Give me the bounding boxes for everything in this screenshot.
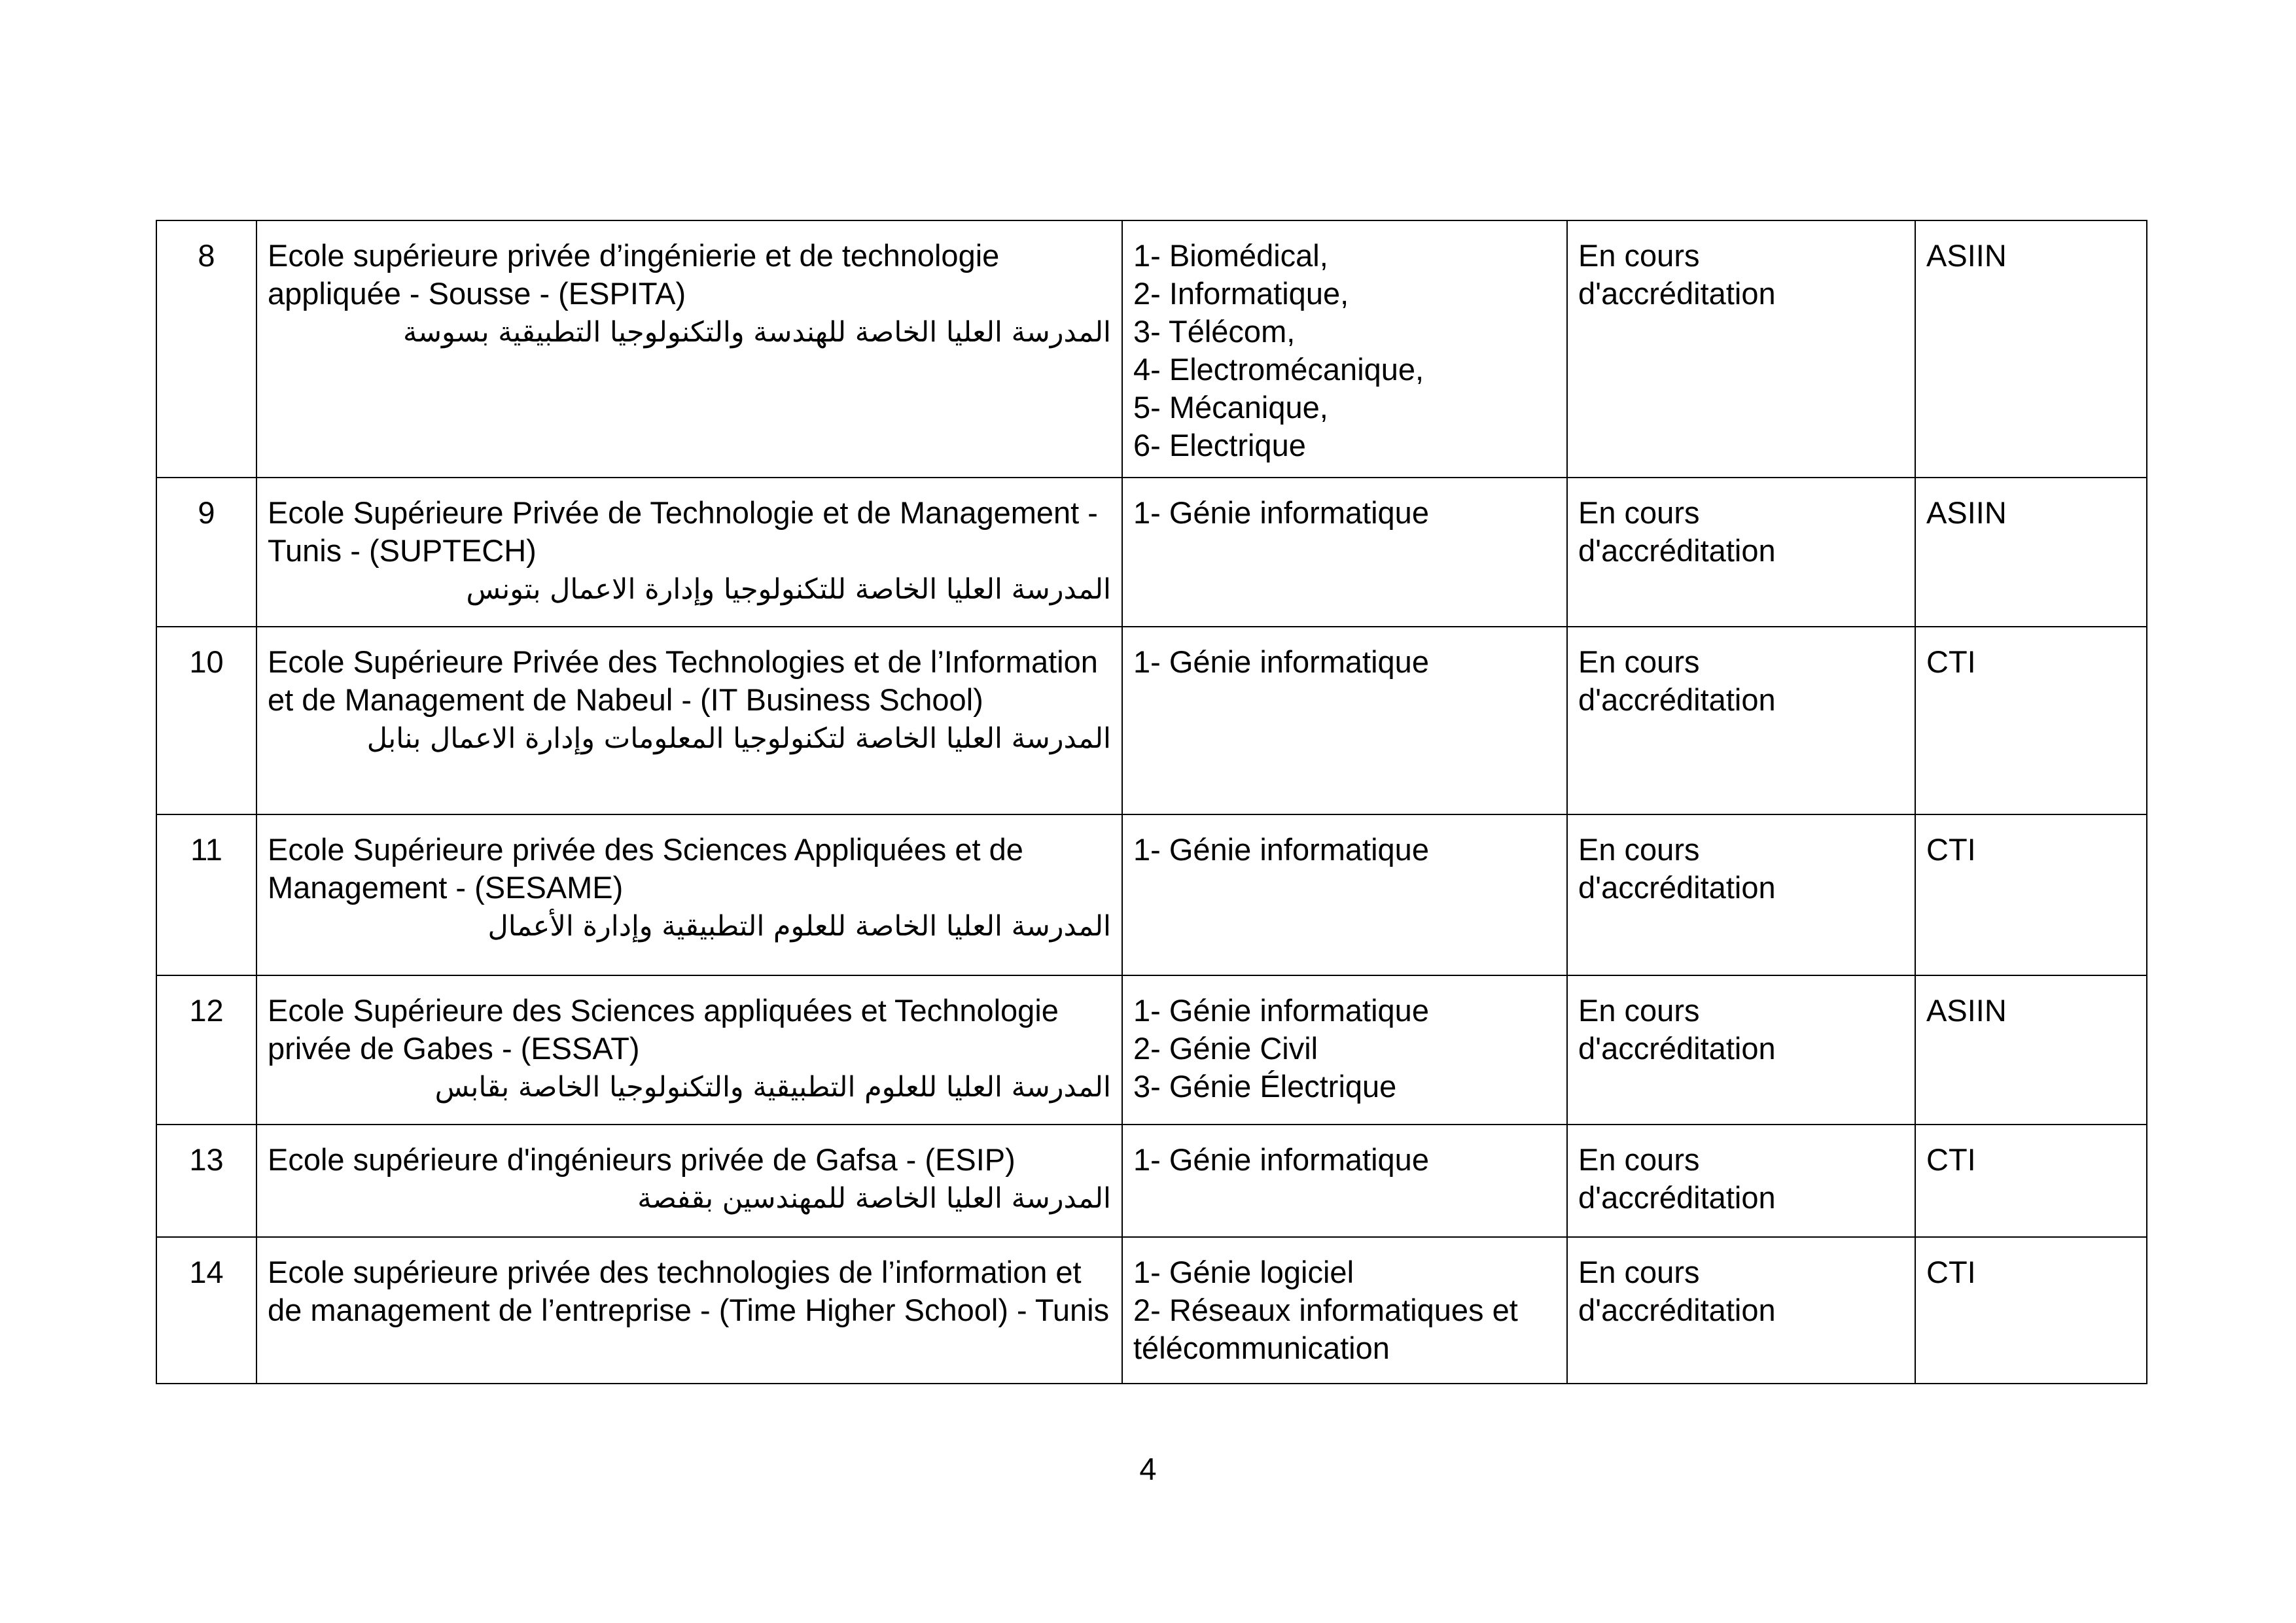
institution-name-fr: Ecole supérieure privée des technologies de l’information et de management de l’entreprise - (Time Higher School) - Tunis bbox=[268, 1255, 1110, 1327]
institution-cell bbox=[256, 627, 1122, 814]
accreditation-agency: CTI bbox=[1915, 814, 2147, 975]
accreditation-agency: ASIIN bbox=[1915, 975, 2147, 1125]
specialties-cell bbox=[1122, 975, 1567, 1125]
table-row bbox=[156, 1237, 2147, 1384]
accreditation-table bbox=[156, 220, 2147, 1384]
institution-cell bbox=[256, 220, 1122, 478]
institution-name-ar: المدرسة العليا الخاصة لتكنولوجيا المعلومات وإدارة الاعمال بنابل bbox=[366, 722, 1111, 755]
page-number: 4 bbox=[1139, 1452, 1157, 1486]
accreditation-status: En cours d'accréditation bbox=[1567, 220, 1915, 478]
institution-name-fr: Ecole supérieure d'ingénieurs privée de Gafsa - (ESIP) bbox=[268, 1142, 1016, 1177]
accreditation-status: En cours d'accréditation bbox=[1567, 814, 1915, 975]
accreditation-status: En cours d'accréditation bbox=[1567, 1237, 1915, 1384]
row-number: 12 bbox=[156, 975, 256, 1125]
institution-name-fr: Ecole Supérieure Privée des Technologies et de l’Information et de Management de Nabeul - (IT Business School) bbox=[268, 644, 1098, 717]
table-row bbox=[156, 975, 2147, 1125]
row-number: 8 bbox=[156, 220, 256, 478]
institution-cell bbox=[256, 1125, 1122, 1237]
accreditation-agency: CTI bbox=[1915, 1237, 2147, 1384]
specialty-item: 1- Génie informatique bbox=[1133, 495, 1429, 530]
institution-cell bbox=[256, 975, 1122, 1125]
institution-cell bbox=[256, 1237, 1122, 1384]
specialty-item: 3- Génie Électrique bbox=[1133, 1069, 1397, 1104]
specialties-cell bbox=[1122, 814, 1567, 975]
specialty-item: 2- Génie Civil bbox=[1133, 1031, 1318, 1066]
specialty-item: 2- Informatique, bbox=[1133, 276, 1349, 311]
specialty-item: 1- Génie informatique bbox=[1133, 1142, 1429, 1177]
specialties-cell bbox=[1122, 220, 1567, 478]
accreditation-status: En cours d'accréditation bbox=[1567, 975, 1915, 1125]
accreditation-agency: CTI bbox=[1915, 627, 2147, 814]
specialty-item: 1- Génie logiciel bbox=[1133, 1255, 1354, 1289]
row-number: 9 bbox=[156, 478, 256, 627]
specialties-cell bbox=[1122, 1237, 1567, 1384]
specialty-item: 1- Génie informatique bbox=[1133, 644, 1429, 679]
specialty-item: 3- Télécom, bbox=[1133, 314, 1296, 349]
accreditation-status: En cours d'accréditation bbox=[1567, 627, 1915, 814]
table-row bbox=[156, 220, 2147, 478]
specialties-cell bbox=[1122, 1125, 1567, 1237]
institution-name-ar: المدرسة العليا الخاصة للمهندسين بقفصة bbox=[637, 1182, 1111, 1215]
accreditation-agency: CTI bbox=[1915, 1125, 2147, 1237]
accreditation-status: En cours d'accréditation bbox=[1567, 1125, 1915, 1237]
specialty-item: 1- Génie informatique bbox=[1133, 993, 1429, 1028]
institution-name-fr: Ecole Supérieure des Sciences appliquées et Technologie privée de Gabes - (ESSAT) bbox=[268, 993, 1059, 1066]
institution-name-ar: المدرسة العليا الخاصة للهندسة والتكنولوجيا التطبيقية بسوسة bbox=[402, 316, 1111, 349]
accreditation-agency: ASIIN bbox=[1915, 220, 2147, 478]
specialty-item: 5- Mécanique, bbox=[1133, 390, 1328, 425]
row-number: 11 bbox=[156, 814, 256, 975]
institution-name-fr: Ecole supérieure privée d’ingénierie et de technologie appliquée - Sousse - (ESPITA) bbox=[268, 238, 1000, 311]
institution-name-fr: Ecole Supérieure Privée de Technologie et de Management - Tunis - (SUPTECH) bbox=[268, 495, 1098, 568]
table-body bbox=[156, 220, 2147, 1384]
institution-name-ar: المدرسة العليا الخاصة للتكنولوجيا وإدارة الاعمال بتونس bbox=[466, 573, 1111, 606]
specialty-item: 1- Biomédical, bbox=[1133, 238, 1328, 273]
row-number: 14 bbox=[156, 1237, 256, 1384]
row-number: 10 bbox=[156, 627, 256, 814]
institution-name-ar: المدرسة العليا الخاصة للعلوم التطبيقية وإدارة الأعمال bbox=[487, 910, 1111, 943]
specialty-item: 1- Génie informatique bbox=[1133, 832, 1429, 867]
accreditation-agency: ASIIN bbox=[1915, 478, 2147, 627]
row-number: 13 bbox=[156, 1125, 256, 1237]
table-row bbox=[156, 627, 2147, 814]
table-row bbox=[156, 478, 2147, 627]
accreditation-status: En cours d'accréditation bbox=[1567, 478, 1915, 627]
specialties-cell bbox=[1122, 627, 1567, 814]
institution-name-fr: Ecole Supérieure privée des Sciences Appliquées et de Management - (SESAME) bbox=[268, 832, 1023, 905]
specialty-item: 4- Electromécanique, bbox=[1133, 352, 1424, 387]
institution-name-ar: المدرسة العليا للعلوم التطبيقية والتكنولوجيا الخاصة بقابس bbox=[434, 1071, 1111, 1104]
table-row bbox=[156, 1125, 2147, 1237]
specialties-cell bbox=[1122, 478, 1567, 627]
table-row bbox=[156, 814, 2147, 975]
specialty-item: 2- Réseaux informatiques et télécommunication bbox=[1133, 1293, 1518, 1365]
institution-cell bbox=[256, 814, 1122, 975]
institution-cell bbox=[256, 478, 1122, 627]
specialty-item: 6- Electrique bbox=[1133, 428, 1306, 462]
